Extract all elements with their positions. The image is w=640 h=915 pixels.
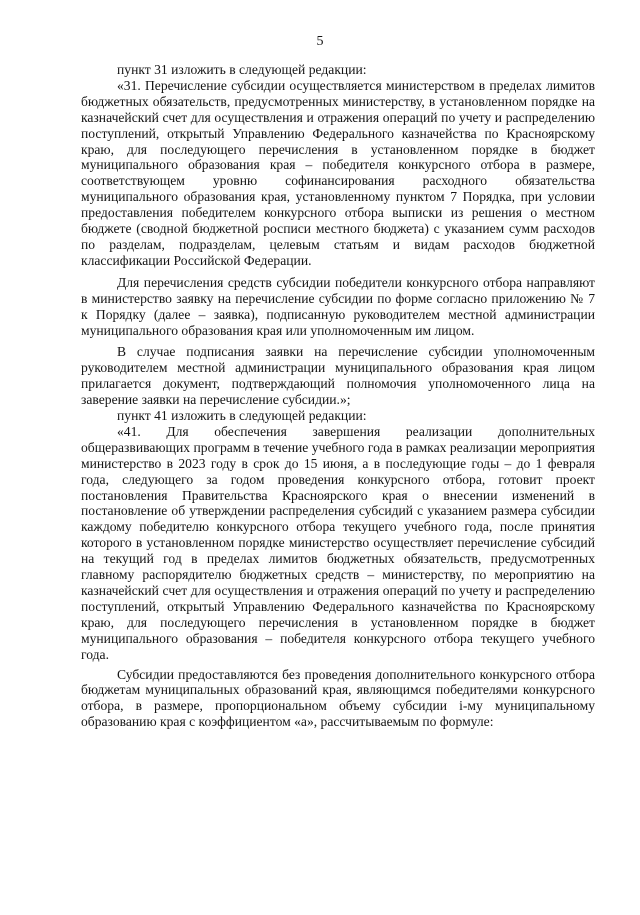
paragraph-transfer-request: Для перечисления средств субсидии победители конкурсного отбора направляют в министерство заявку на перечисление субсидии по форме согласно приложению № 7 к Порядку (далее – заявка), подписанную руководителем местной администрации муниципального образования края или уполномоченным им лицом. <box>81 274 595 338</box>
paragraph-intro-31: пункт 31 изложить в следующей редакции: <box>117 62 367 77</box>
page-number: 5 <box>316 34 324 49</box>
document-body <box>81 62 595 730</box>
paragraph-item-41: «41. Для обеспечения завершения реализации дополнительных общеразвивающих программ в течение учебного года в рамках реализации мероприятия министерство в 2023 году в срок до 15 июня, а в последующие годы – до 1 февраля года, следующего за годом проведения конкурсного отбора, готовит проект постановления Правительства Красноярского края о внесении изменений в постановление об утверждении распределения субсидий с указанием размера субсидии каждому победителю конкурсного отбора текущего учебного года, после принятия которого в установленном порядке министерство осуществляет перечисление субсидий на текущий год в пределах лимитов бюджетных обязательств, предусмотренных главному распорядителю бюджетных средств – министерству, по мероприятию на казначейский счет для осуществления и отражения операций по учету и распределению поступлений, открытый Управлению Федерального казначейства по Красноярскому краю, для последующего перечисления в установленном порядке в бюджет муниципального образования – победителя конкурсного отбора текущего учебного года. <box>81 423 595 662</box>
paragraph-intro-41: пункт 41 изложить в следующей редакции: <box>117 408 367 424</box>
paragraph-item-31: «31. Перечисление субсидии осуществляется министерством в пределах лимитов бюджетных обязательств, предусмотренных министерству, в установленном порядке на казначейский счет для осуществления и отражения операций по учету и распределению поступлений, открытый Управлению Федерального казначейства по Красноярскому краю, для последующего перечисления в установленном порядке в бюджет муниципального образования края – победителя конкурсного отбора в размере, соответствующем уровню софинансирования расходного обязательства муниципального образования края, установленному пунктом 7 Порядка, при условии предоставления победителем конкурсного отбора выписки из решения о местном бюджете (сводной бюджетной росписи местного бюджета) с указанием сумм расходов по разделам, подразделам, целевым статьям и видам расходов бюджетной классификации Российской Федерации. <box>81 77 595 268</box>
paragraph-subsidies-formula: Субсидии предоставляются без проведения дополнительного конкурсного отбора бюджетам муниципальных образований края, являющимся победителями конкурсного отбора, в размере, пропорциональном объему субсидии i-му муниципальному образованию края с коэффициентом «а», рассчитываемым по формуле: <box>81 666 595 730</box>
paragraph-authorized-signing: В случае подписания заявки на перечисление субсидии уполномоченным руководителем местной администрации муниципального образования края лицом прилагается документ, подтверждающий полномочия уполномоченного лица на заверение заявки на перечисление субсидии.»; <box>81 344 595 408</box>
